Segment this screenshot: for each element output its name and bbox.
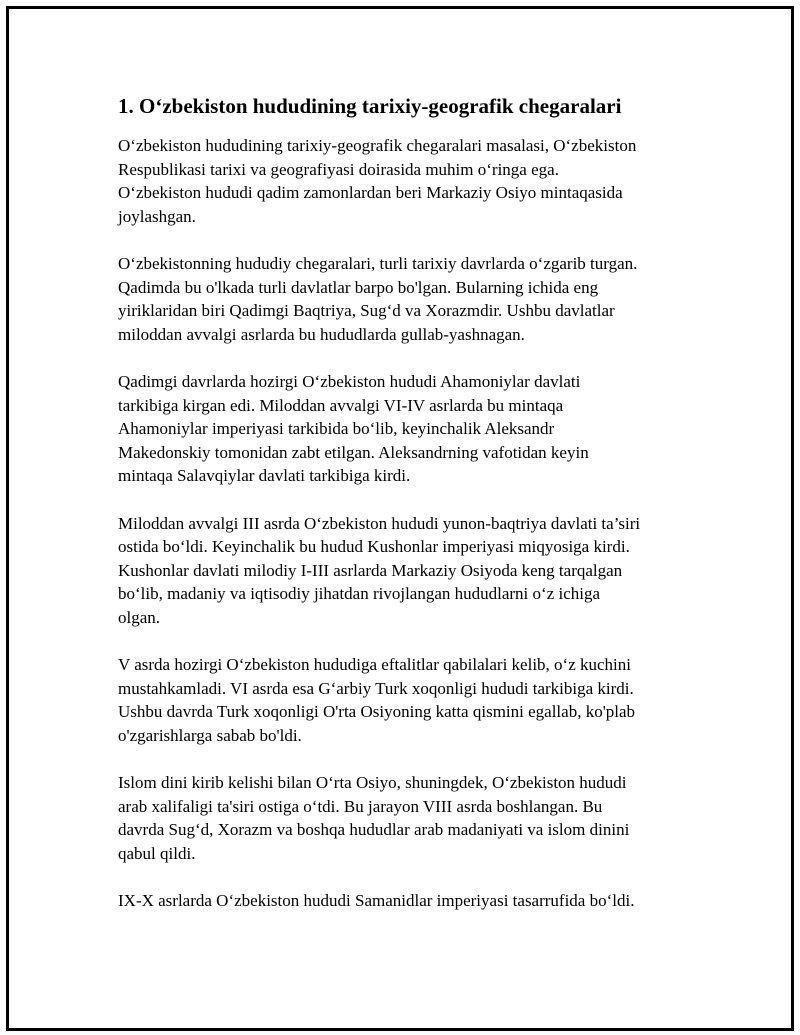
text-line: Respublikasi tarixi va geografiyasi doirasida muhim o‘ringa ega.	[118, 159, 559, 179]
paragraph-5	[118, 653, 698, 747]
paragraph-2	[118, 252, 698, 346]
text-line: O‘zbekistonning hududiy chegaralari, turli tarixiy davrlarda o‘zgarib turgan.	[118, 254, 638, 273]
text-line: Qadimda bu o'lkada turli davlatlar barpo bo'lgan. Bularning ichida eng	[118, 277, 599, 297]
text-line: mustahkamladi. VI asrda esa G‘arbiy Turk xoqonligi hududi tarkibiga kirdi.	[118, 678, 634, 698]
text-line: IX-X asrlarda O‘zbekiston hududi Samanidlar imperiyasi tasarrufida bo‘ldi.	[118, 891, 635, 910]
text-line: ostida bo‘ldi. Keyinchalik bu hudud Kushonlar imperiyasi miqyosiga kirdi.	[118, 537, 630, 556]
text-line: V asrda hozirgi O‘zbekiston hududiga eftalitlar qabilalari kelib, o‘z kuchini	[118, 655, 631, 674]
text-line: o'zgarishlarga sabab bo'ldi.	[118, 725, 302, 745]
text-line: Miloddan avvalgi III asrda O‘zbekiston hududi yunon-baqtriya davlati ta’siri	[118, 513, 641, 533]
text-line: Makedonskiy tomonidan zabt etilgan. Aleksandrning vafotidan keyin	[118, 442, 589, 462]
document-body	[118, 92, 698, 937]
text-line: qabul qildi.	[118, 843, 196, 863]
paragraph-7	[118, 889, 698, 913]
text-line: Ushbu davrda Turk xoqonligi O'rta Osiyoning katta qismini egallab, ko'plab	[118, 702, 636, 721]
text-line: O‘zbekiston hududining tarixiy-geografik chegaralari masalasi, O‘zbekiston	[118, 136, 637, 155]
text-line: O‘zbekiston hududi qadim zamonlardan beri Markaziy Osiyo mintaqasida	[118, 183, 623, 202]
document-title: 1. O‘zbekiston hududining tarixiy-geografik chegaralari	[118, 94, 622, 118]
text-line: mintaqa Salavqiylar davlati tarkibiga kirdi.	[118, 466, 411, 485]
text-line: Qadimgi davrlarda hozirgi O‘zbekiston hududi Ahamoniylar davlati	[118, 372, 581, 391]
text-line: davrda Sug‘d, Xorazm va boshqa hududlar arab madaniyati va islom dinini	[118, 820, 630, 839]
text-line: Kushonlar davlati milodiy I-III asrlarda Markaziy Osiyoda keng tarqalgan	[118, 560, 623, 580]
text-line: bo‘lib, madaniy va iqtisodiy jihatdan rivojlangan hududlarni o‘z ichiga	[118, 584, 601, 603]
text-line: joylashgan.	[118, 206, 196, 226]
paragraph-3	[118, 370, 698, 488]
text-line: miloddan avvalgi asrlarda bu hududlarda gullab-yashnagan.	[118, 324, 525, 344]
text-line: Islom dini kirib kelishi bilan O‘rta Osiyo, shuningdek, O‘zbekiston hududi	[118, 773, 627, 792]
text-line: arab xalifaligi ta'siri ostiga o‘tdi. Bu jarayon VIII asrda boshlangan. Bu	[118, 796, 603, 816]
text-line: yiriklaridan biri Qadimgi Baqtriya, Sug‘d va Xorazmdir. Ushbu davlatlar	[118, 301, 615, 320]
paragraph-1	[118, 134, 698, 228]
text-line: tarkibiga kirgan edi. Miloddan avvalgi VI-IV asrlarda bu mintaqa	[118, 395, 564, 415]
text-line: olgan.	[118, 607, 161, 627]
text-line: Ahamoniylar imperiyasi tarkibida bo‘lib, keyinchalik Aleksandr	[118, 419, 555, 438]
paragraph-6	[118, 771, 698, 865]
paragraph-4	[118, 512, 698, 630]
